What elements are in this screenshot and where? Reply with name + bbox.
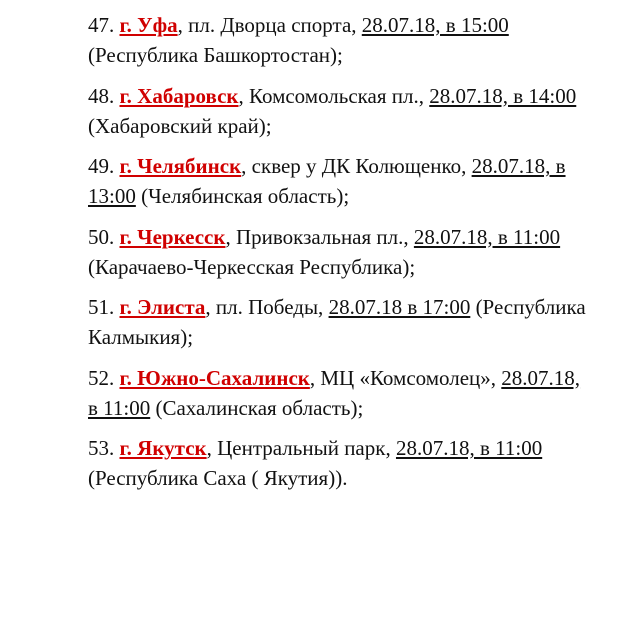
item-number: 50. xyxy=(88,224,115,249)
list-item xyxy=(88,81,588,141)
date-time: 28.07.18, в 11:00 xyxy=(88,365,581,420)
item-number: 52. xyxy=(88,365,115,390)
place-text: , МЦ «Комсомолец», xyxy=(309,365,502,390)
city-link[interactable]: г. Южно-Сахалинск xyxy=(119,365,310,390)
place-text: , пл. Дворца спорта, xyxy=(177,13,362,37)
region-text: (Республика Башкортостан); xyxy=(88,43,343,67)
place-text: , сквер у ДК Колющенко, xyxy=(241,154,472,178)
list-item xyxy=(88,433,588,493)
city-link[interactable]: г. Уфа xyxy=(119,13,178,37)
item-number: 51. xyxy=(88,295,115,319)
date-time: 28.07.18, в 11:00 xyxy=(413,224,561,249)
date-time: 28.07.18, в 15:00 xyxy=(361,13,509,37)
date-time: 28.07.18, в 13:00 xyxy=(88,154,566,208)
region-text: (Республика Саха ( Якутия)). xyxy=(88,466,348,490)
list-item xyxy=(88,222,588,282)
list-item xyxy=(88,151,588,211)
region-text: (Республика Калмыкия); xyxy=(88,295,586,349)
place-text: , пл. Победы, xyxy=(205,295,329,319)
region-text: (Челябинская область); xyxy=(135,184,350,208)
date-time: 28.07.18, в 11:00 xyxy=(395,436,543,460)
item-number: 48. xyxy=(88,83,115,108)
event-list xyxy=(88,10,588,504)
item-number: 49. xyxy=(88,154,115,178)
list-item xyxy=(88,363,588,423)
city-link[interactable]: г. Челябинск xyxy=(119,154,242,178)
city-link[interactable]: г. Хабаровск xyxy=(119,83,239,108)
place-text: , Комсомольская пл., xyxy=(238,83,430,108)
region-text: (Хабаровский край); xyxy=(88,113,272,138)
date-time: 28.07.18, в 14:00 xyxy=(429,83,577,108)
city-link[interactable]: г. Черкесск xyxy=(119,224,226,249)
region-text: (Карачаево-Черкесская Республика); xyxy=(88,254,416,279)
list-item xyxy=(88,10,588,70)
date-time: 28.07.18 в 17:00 xyxy=(328,295,471,319)
item-number: 47. xyxy=(88,13,115,37)
city-link[interactable]: г. Элиста xyxy=(119,295,206,319)
city-link[interactable]: г. Якутск xyxy=(119,436,207,460)
item-number: 53. xyxy=(88,436,115,460)
region-text: (Сахалинская область); xyxy=(150,395,364,420)
place-text: , Центральный парк, xyxy=(206,436,396,460)
list-item xyxy=(88,292,588,352)
place-text: , Привокзальная пл., xyxy=(225,224,414,249)
